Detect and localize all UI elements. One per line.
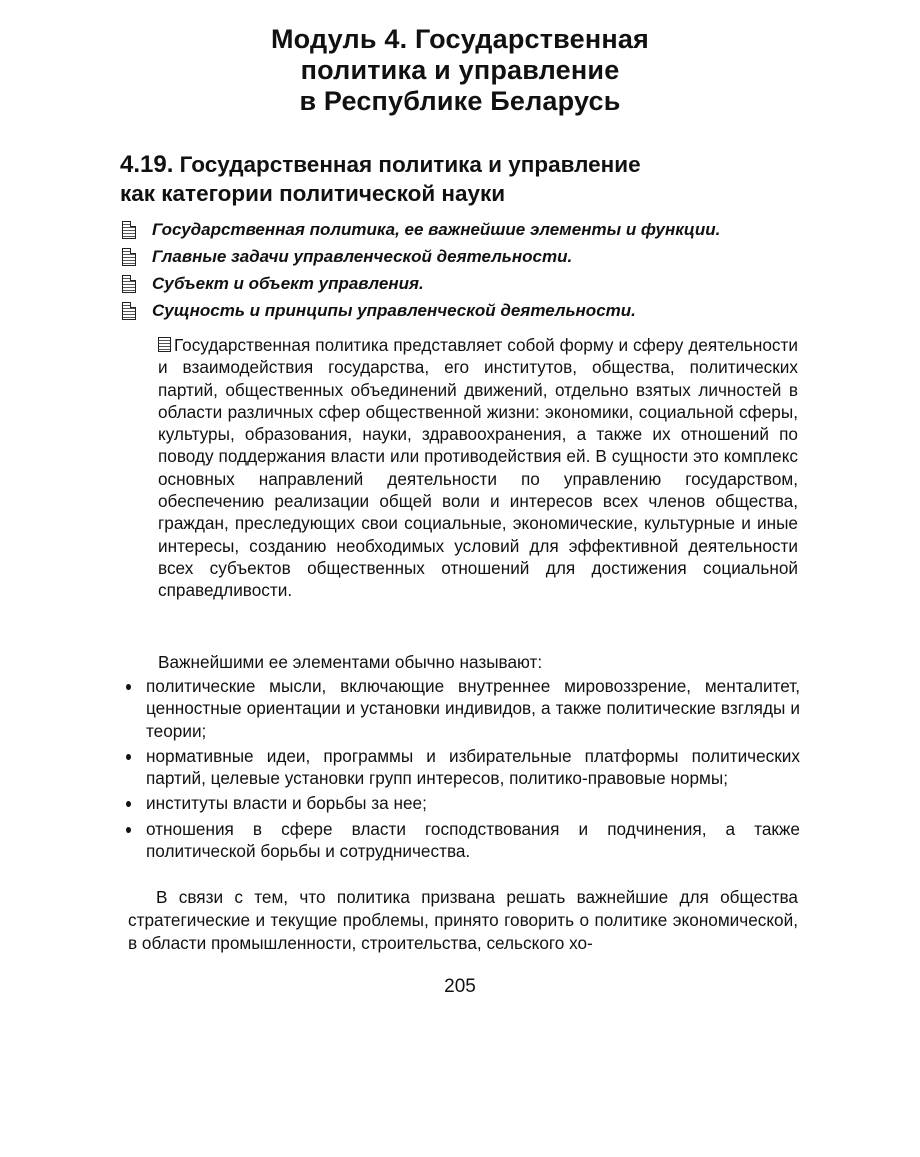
bullet-text: отношения в сфере власти господствования и подчинения, а также политической борьбы и сотрудничества. <box>146 818 800 862</box>
topic-item <box>122 297 822 324</box>
main-paragraph <box>158 334 798 602</box>
module-title-line: в Республике Беларусь <box>299 86 621 116</box>
bullet-list <box>124 675 800 865</box>
bullet-dot-icon <box>126 754 131 760</box>
paragraph-text: Государственная политика представляет собой форму и сферу деятельности и взаимодействия государства, его институтов, общества, политических партий, общественных объединений движений, отдельно взятых личностей в области различных сфер общественной жизни: экономики, социальной сферы, культуры, образования, науки, здравоохранения, а также их отношений по поводу поддержания власти или противодействия ей. В сущности это комплекс основных направлений деятельности по управлению государством, обеспечению реализации общей воли и интересов всех членов общества, граждан, преследующих свои социальные, экономические, культурные и иные интересы, созданию необходимых условий для эффективной деятельности всех субъектов общественных отношений для достижения социальной справедливости. <box>158 335 798 601</box>
document-icon <box>122 221 136 239</box>
bullet-text: нормативные идеи, программы и избирательные платформы политических партий, целевые установки групп интересов, политико-правовые нормы; <box>146 745 800 789</box>
section-title <box>120 150 800 208</box>
page-number: 205 <box>444 976 476 997</box>
bullet-item <box>124 818 800 863</box>
topic-text: Главные задачи управленческой деятельности. <box>152 246 573 266</box>
document-icon <box>158 337 171 352</box>
bullet-item <box>124 745 800 790</box>
topic-text: Субъект и объект управления. <box>152 273 424 293</box>
section-title-line: Государственная политика и управление <box>179 152 641 177</box>
topic-item <box>122 270 822 297</box>
bullet-dot-icon <box>126 801 131 807</box>
bullet-item <box>124 792 800 814</box>
topic-text: Государственная политика, ее важнейшие элементы и функции. <box>152 219 721 239</box>
bullet-dot-icon <box>126 684 131 690</box>
bullet-item <box>124 675 800 742</box>
topic-item <box>122 243 822 270</box>
bullet-text: институты власти и борьбы за нее; <box>146 793 427 814</box>
section-title-line: как категории политической науки <box>120 181 506 206</box>
module-title-line: Модуль 4. Государственная <box>270 24 650 54</box>
closing-paragraph: В связи с тем, что политика призвана решать важнейшие для общества стратегические и текущие проблемы, принято говорить о политике экономической, в области промышленности, строительства, сельского хо- <box>128 887 798 953</box>
document-icon <box>122 248 136 266</box>
bullet-dot-icon <box>126 827 131 833</box>
topic-item <box>122 216 822 243</box>
section-number: 4.19. <box>120 151 174 178</box>
topic-list <box>122 216 822 324</box>
document-icon <box>122 275 136 293</box>
module-title <box>180 24 740 117</box>
elements-intro: Важнейшими ее элементами обычно называют: <box>158 652 543 672</box>
document-icon <box>122 302 136 320</box>
bullet-text: политические мысли, включающие внутреннее мировоззрение, менталитет, ценностные ориентации и установки индивидов, а также политические взгляды и теории; <box>146 676 800 741</box>
module-title-line: политика и управление <box>300 55 620 85</box>
topic-text: Сущность и принципы управленческой деятельности. <box>152 300 636 320</box>
